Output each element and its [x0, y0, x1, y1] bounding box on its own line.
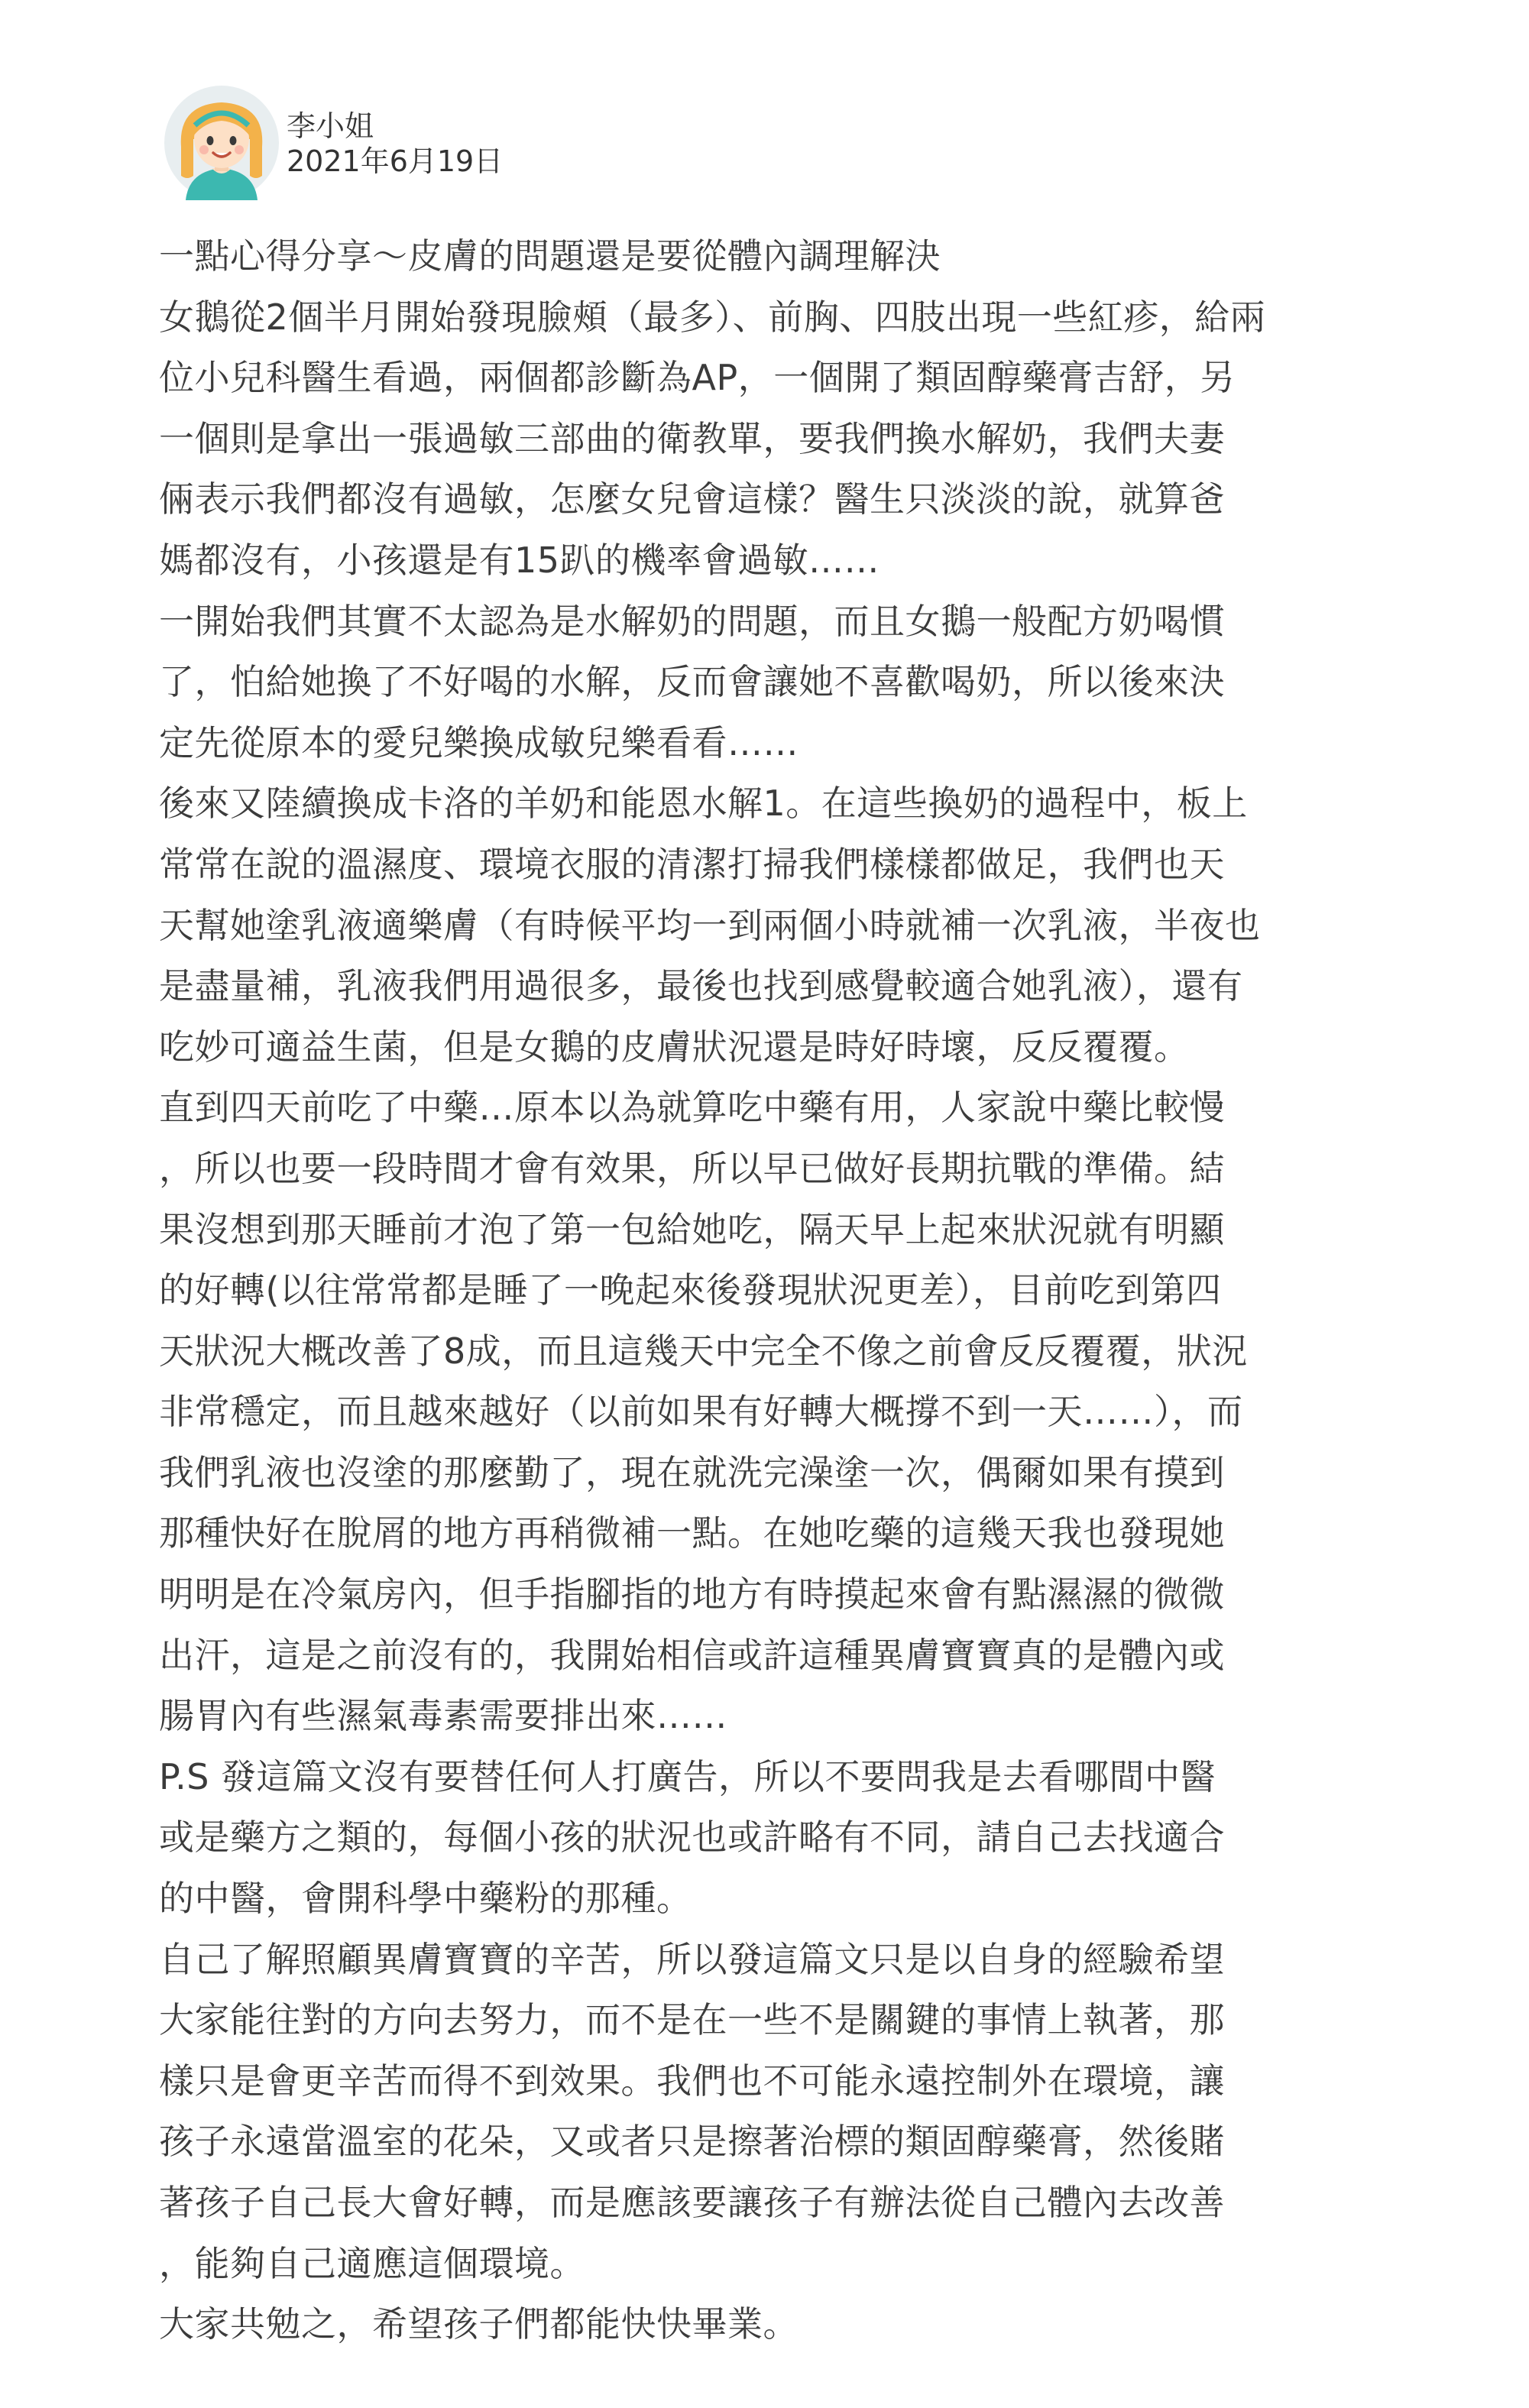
post-date: 2021年6月19日	[287, 144, 504, 178]
post-line: 果沒想到那天睡前才泡了第一包給她吃，隔天早上起來狀況就有明顯	[159, 1208, 1225, 1250]
post-body	[159, 226, 1336, 2355]
author-name[interactable]: 李小姐	[287, 109, 374, 143]
post-line: 明明是在冷氣房內，但手指腳指的地方有時摸起來會有點濕濕的微微	[159, 1573, 1225, 1616]
post-line: 孩子永遠當溫室的花朵，又或者只是擦著治標的類固醇藥膏，然後賭	[159, 2121, 1225, 2163]
post-line: 是盡量補，乳液我們用過很多，最後也找到感覺較適合她乳液），還有	[159, 965, 1243, 1007]
post-line: 定先從原本的愛兒樂換成敏兒樂看看……	[159, 721, 799, 763]
post-line: 大家共勉之，希望孩子們都能快快畢業。	[159, 2303, 799, 2345]
post-line: 位小兒科醫生看過，兩個都診斷為AP，一個開了類固醇藥膏吉舒，另	[159, 357, 1236, 399]
post-line: 後來又陸續換成卡洛的羊奶和能恩水解1。在這些換奶的過程中，板上	[159, 783, 1248, 825]
post-line: 吃妙可適益生菌，但是女鵝的皮膚狀況還是時好時壞，反反覆覆。	[159, 1026, 1190, 1068]
post-line: 出汗，這是之前沒有的，我開始相信或許這種異膚寶寶真的是體內或	[159, 1634, 1225, 1676]
post-line: 樣只是會更辛苦而得不到效果。我們也不可能永遠控制外在環境，讓	[159, 2060, 1225, 2102]
post-line: 一點心得分享～皮膚的問題還是要從體內調理解決	[159, 235, 941, 277]
post-line: 大家能往對的方向去努力，而不是在一些不是關鍵的事情上執著，那	[159, 1999, 1225, 2041]
post-line: 女鵝從2個半月開始發現臉頰（最多）、前胸、四肢出現一些紅疹，給兩	[159, 296, 1266, 338]
post-line: 非常穩定，而且越來越好（以前如果有好轉大概撐不到一天……），而	[159, 1391, 1243, 1433]
post-line: 自己了解照顧異膚寶寶的辛苦，所以發這篇文只是以自身的經驗希望	[159, 1938, 1225, 1980]
post-line: 媽都沒有，小孩還是有15趴的機率會過敏……	[159, 539, 880, 581]
post-line: 著孩子自己長大會好轉，而是應該要讓孩子有辦法從自己體內去改善	[159, 2182, 1225, 2223]
post-line: 常常在說的溫濕度、環境衣服的清潔打掃我們樣樣都做足，我們也天	[159, 843, 1225, 885]
avatar[interactable]	[164, 86, 279, 200]
post-line: 一個則是拿出一張過敏三部曲的衛教單，要我們換水解奶，我們夫妻	[159, 417, 1225, 459]
post-line: 那種快好在脫屑的地方再稍微補一點。在她吃藥的這幾天我也發現她	[159, 1512, 1225, 1554]
post-line: 的好轉(以往常常都是睡了一晚起來後發現狀況更差），目前吃到第四	[159, 1269, 1222, 1311]
post-line: 倆表示我們都沒有過敏，怎麼女兒會這樣？醫生只淡淡的說，就算爸	[159, 478, 1225, 520]
post-line: 天狀況大概改善了8成，而且這幾天中完全不像之前會反反覆覆，狀況	[159, 1330, 1248, 1372]
post-line: 了，怕給她換了不好喝的水解，反而會讓她不喜歡喝奶，所以後來決	[159, 661, 1225, 703]
post-line: 一開始我們其實不太認為是水解奶的問題，而且女鵝一般配方奶喝慣	[159, 600, 1225, 642]
post-line: 天幫她塗乳液適樂膚（有時候平均一到兩個小時就補一次乳液，半夜也	[159, 904, 1261, 946]
post-line: 腸胃內有些濕氣毒素需要排出來……	[159, 1695, 727, 1737]
girl-avatar-icon	[164, 86, 279, 200]
post-line: 我們乳液也沒塗的那麼勤了，現在就洗完澡塗一次，偶爾如果有摸到	[159, 1451, 1225, 1493]
post-line: ，所以也要一段時間才會有效果，所以早已做好長期抗戰的準備。結	[159, 1147, 1225, 1189]
post-line: 直到四天前吃了中藥…原本以為就算吃中藥有用，人家說中藥比較慢	[159, 1087, 1225, 1129]
post-line: 的中醫，會開科學中藥粉的那種。	[159, 1878, 692, 1920]
post-header	[164, 86, 1387, 200]
post-line: 或是藥方之類的，每個小孩的狀況也或許略有不同，請自己去找適合	[159, 1817, 1225, 1859]
post-line: P.S 發這篇文沒有要替任何人打廣告，所以不要問我是去看哪間中醫	[159, 1755, 1216, 1797]
post-line: ，能夠自己適應這個環境。	[159, 2242, 585, 2284]
